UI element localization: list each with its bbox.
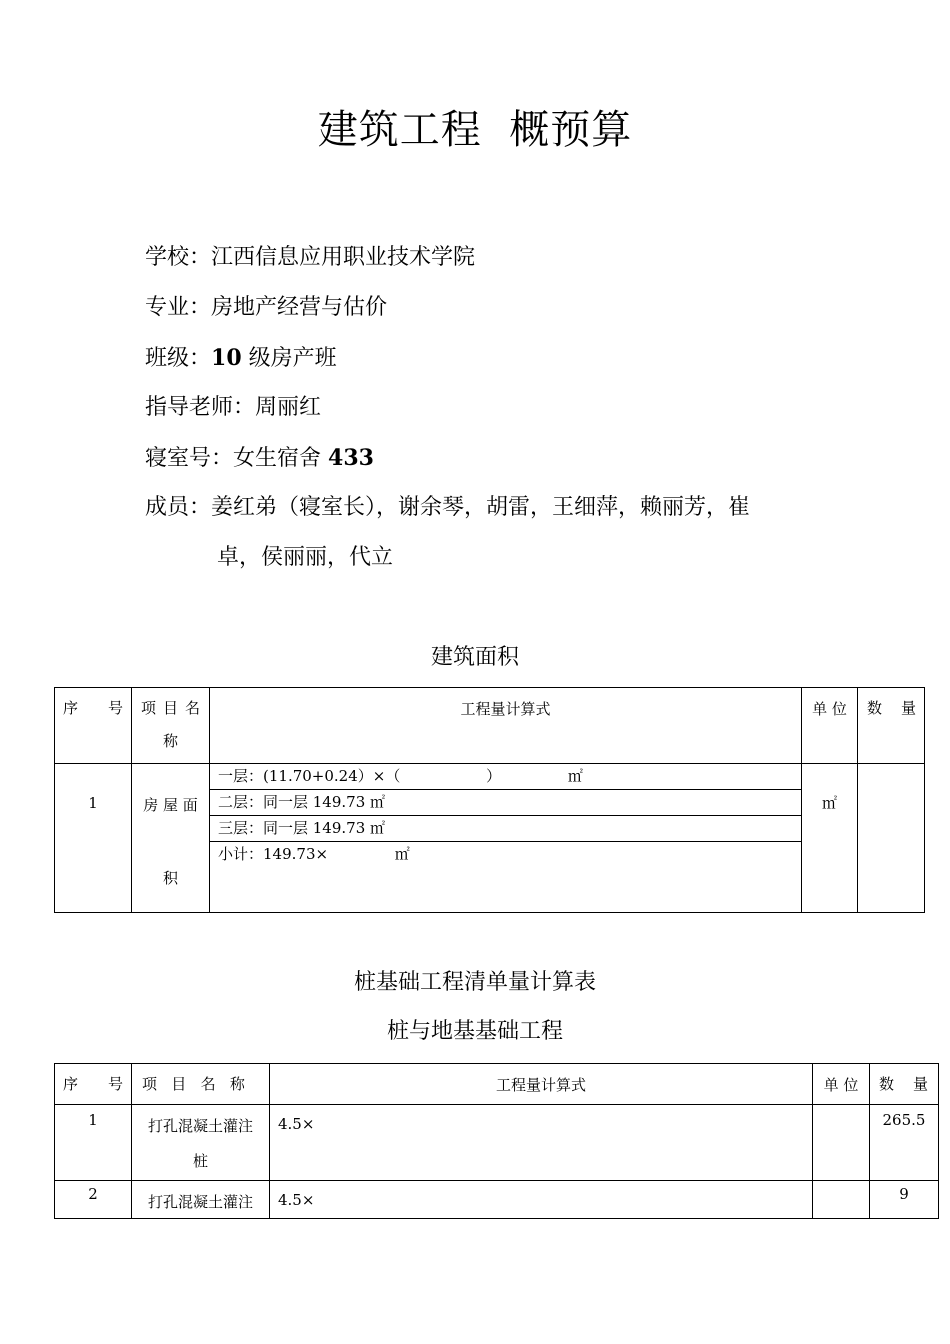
formula-line: 三层：同一层 149.73 ㎡ xyxy=(210,816,801,842)
school-label: 学校： xyxy=(145,245,212,270)
major-value: 房地产经营与估价 xyxy=(211,295,388,320)
header-qty: 数 量 xyxy=(870,1064,939,1105)
table-row xyxy=(55,1181,939,1219)
major-line xyxy=(145,293,387,323)
table1-caption: 建筑面积 xyxy=(430,645,519,670)
class-number: 10 xyxy=(211,345,242,371)
row-qty xyxy=(858,764,925,913)
class-label: 班级： xyxy=(145,346,212,371)
row-qty: 9 xyxy=(870,1181,939,1219)
row-formula: 4.5× xyxy=(270,1105,813,1181)
class-value: 级房产班 xyxy=(248,346,337,371)
row-formula: 4.5× xyxy=(270,1181,813,1219)
header-formula: 工程量计算式 xyxy=(210,688,802,764)
major-label: 专业： xyxy=(145,295,212,320)
formula-line: 小计：149.73× ㎡ xyxy=(218,845,410,863)
header-item-name: 项 目 名 称 xyxy=(132,688,210,764)
header-unit: 单 位 xyxy=(813,1064,870,1105)
row-unit xyxy=(813,1105,870,1181)
row-item-name: 打孔混凝土灌注 xyxy=(132,1181,270,1219)
table-row xyxy=(55,1105,939,1181)
row-item-name: 打孔混凝土灌注 桩 xyxy=(132,1105,270,1181)
header-seq: 序 号 xyxy=(55,1064,132,1105)
row-seq: 1 xyxy=(55,1105,132,1181)
header-formula: 工程量计算式 xyxy=(270,1064,813,1105)
members-value-1: 姜红弟（寝室长），谢余琴，胡雷，王细萍，赖丽芳，崔 xyxy=(211,495,751,520)
formula-line: 二层：同一层 149.73 ㎡ xyxy=(210,790,801,816)
formula-line: 一层：(11.70+0.24）×（ ） ㎡ xyxy=(210,764,801,790)
members-line xyxy=(145,493,750,523)
members-label: 成员： xyxy=(145,495,212,520)
row-item-name: 房 屋 面 积 xyxy=(132,764,210,913)
school-line xyxy=(145,243,475,273)
row-seq: 2 xyxy=(55,1181,132,1219)
teacher-value: 周丽红 xyxy=(255,395,322,420)
members-line-2: 卓，侯丽丽，代立 xyxy=(217,545,394,570)
class-line xyxy=(145,343,337,374)
row-unit xyxy=(813,1181,870,1219)
row-formula xyxy=(210,764,802,913)
header-seq: 序 号 xyxy=(55,688,132,764)
pile-foundation-table xyxy=(54,1063,939,1219)
row-seq: 1 xyxy=(55,764,132,913)
building-area-table xyxy=(54,687,925,913)
header-unit: 单 位 xyxy=(802,688,858,764)
school-value: 江西信息应用职业技术学院 xyxy=(211,245,476,270)
row-qty: 265.5 xyxy=(870,1105,939,1181)
table-row xyxy=(55,764,925,913)
table1-header-row xyxy=(55,688,925,764)
dorm-value: 女生宿舍 xyxy=(233,446,322,471)
dorm-line xyxy=(145,443,374,474)
dorm-label: 寝室号： xyxy=(145,446,234,471)
table2-subcaption: 桩与地基基础工程 xyxy=(386,1019,563,1044)
dorm-number: 433 xyxy=(328,445,374,471)
row-unit: ㎡ xyxy=(802,764,858,913)
header-qty: 数 量 xyxy=(858,688,925,764)
header-item-name: 项 目 名 称 xyxy=(132,1064,270,1105)
table2-caption: 桩基础工程清单量计算表 xyxy=(353,970,596,995)
teacher-label: 指导老师： xyxy=(145,395,256,420)
page-title: 建筑工程 概预算 xyxy=(317,107,633,153)
teacher-line xyxy=(145,393,321,423)
table2-header-row xyxy=(55,1064,939,1105)
